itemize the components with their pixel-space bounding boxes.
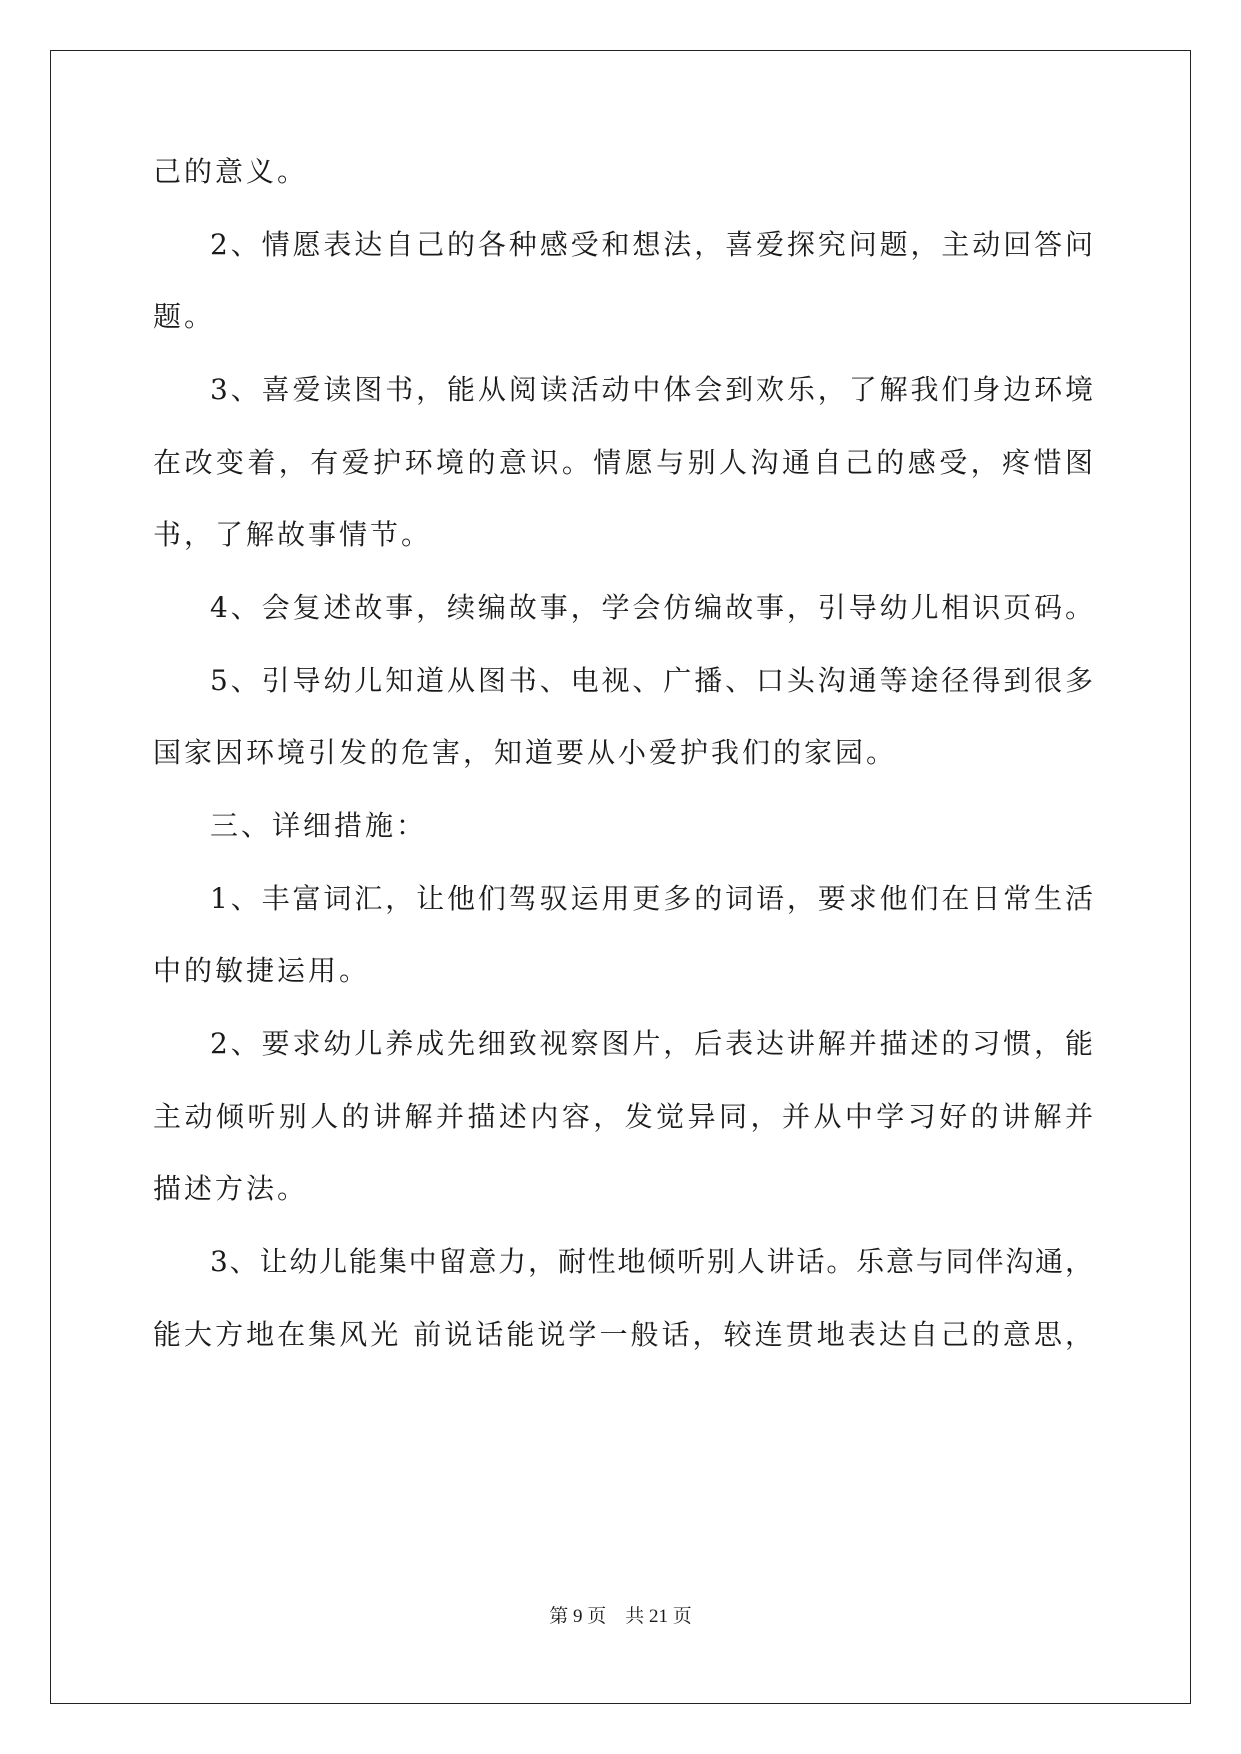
text-line: 5、引导幼儿知道从图书、电视、广播、口头沟通等途径得到很多 bbox=[210, 664, 1093, 697]
text-line: 书，了解故事情节。 bbox=[153, 518, 433, 551]
section-heading: 三、详细措施： bbox=[210, 809, 428, 842]
page-number-footer: 第 9 页 共 21 页 bbox=[549, 1606, 692, 1627]
text-line: 中的敏捷运用。 bbox=[153, 954, 371, 987]
text-line: 能大方地在集风光 前说话能说学一般话，较连贯地表达自己的意思， bbox=[153, 1318, 1093, 1351]
text-line: 2、要求幼儿养成先细致视察图片，后表达讲解并描述的习惯，能 bbox=[210, 1027, 1093, 1060]
text-line: 描述方法。 bbox=[153, 1172, 309, 1205]
text-line: 题。 bbox=[153, 300, 216, 333]
text-line: 3、让幼儿能集中留意力，耐性地倾听别人讲话。乐意与同伴沟通， bbox=[210, 1245, 1093, 1278]
text-line: 己的意义。 bbox=[153, 155, 309, 188]
page-border bbox=[50, 50, 1191, 1704]
text-line: 4、会复述故事，续编故事，学会仿编故事，引导幼儿相识页码。 bbox=[210, 591, 1093, 624]
text-line: 国家因环境引发的危害，知道要从小爱护我们的家园。 bbox=[153, 736, 898, 769]
text-line: 1、丰富词汇，让他们驾驭运用更多的词语，要求他们在日常生活 bbox=[210, 882, 1093, 915]
text-line: 主动倾听别人的讲解并描述内容，发觉异同，并从中学习好的讲解并 bbox=[153, 1100, 1093, 1133]
text-line: 在改变着，有爱护环境的意识。情愿与别人沟通自己的感受，疼惜图 bbox=[153, 446, 1093, 479]
text-line: 2、情愿表达自己的各种感受和想法，喜爱探究问题，主动回答问 bbox=[210, 228, 1093, 261]
text-line: 3、喜爱读图书，能从阅读活动中体会到欢乐，了解我们身边环境 bbox=[210, 373, 1093, 406]
